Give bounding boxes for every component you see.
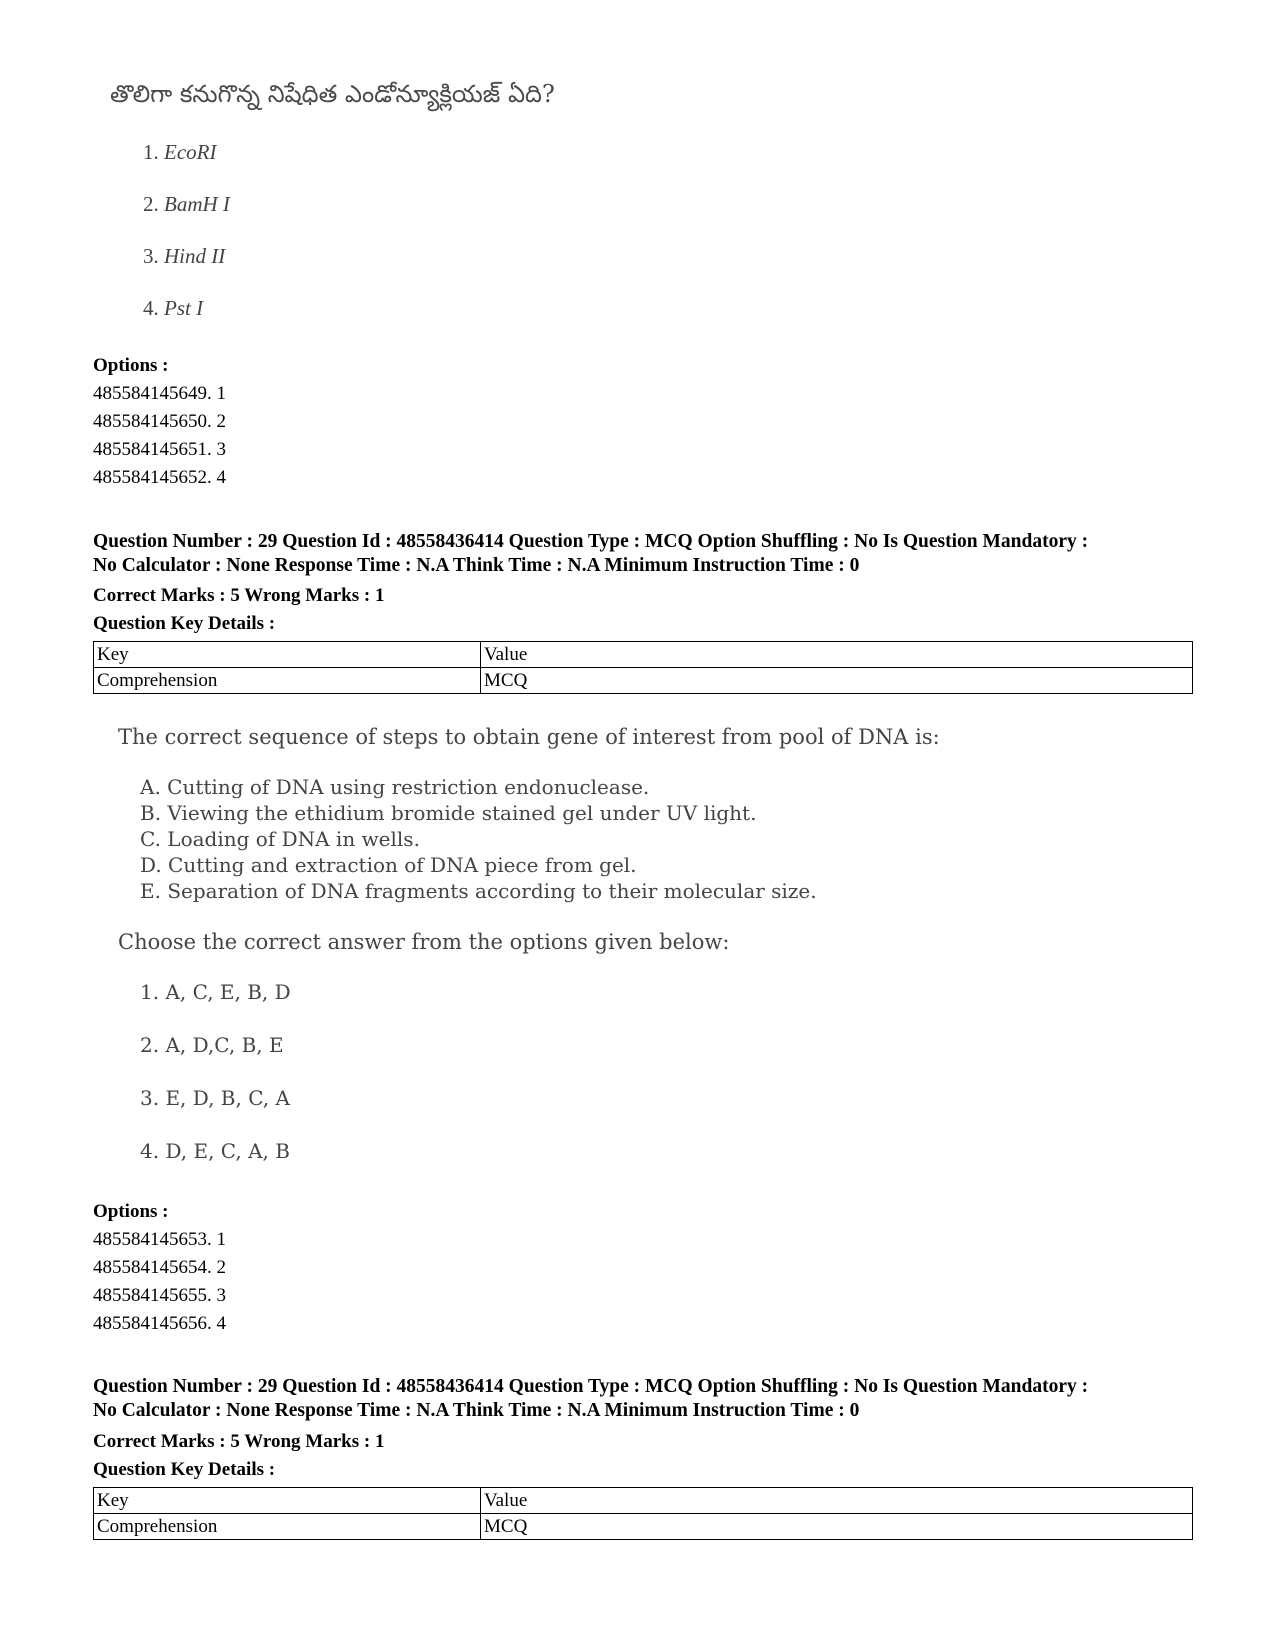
- table-cell-key: Comprehension: [94, 1514, 481, 1540]
- q1-choice-name: BamH I: [164, 192, 230, 216]
- option-id: 485584145654. 2: [93, 1257, 226, 1278]
- q2-meta: [93, 530, 1213, 578]
- q1-question-text: తొలిగా కనుగొన్న నిషేధిత ఎండోన్యూక్లియజ్ ఏది?: [110, 80, 555, 108]
- table-header-row: [94, 1488, 1193, 1514]
- q1-question-image: [110, 80, 555, 114]
- table-header-row: [94, 642, 1193, 668]
- q1-choice-num: 2.: [143, 192, 159, 216]
- q2-question-text: The correct sequence of steps to obtain gene of interest from pool of DNA is:: [118, 725, 940, 749]
- q3-key-details-label: Question Key Details :: [93, 1459, 276, 1480]
- q1-choice-name: EcoRI: [164, 140, 217, 164]
- q1-choice-num: 4.: [143, 296, 159, 320]
- q3-key-table: [93, 1487, 1193, 1540]
- q1-choice-4: [143, 296, 203, 321]
- table-cell-value: MCQ: [481, 668, 1193, 694]
- question-meta-line1: Question Number : 29 Question Id : 48558436414 Question Type : MCQ Option Shuffling : No Is Question Mandatory :: [93, 531, 1089, 552]
- table-cell-key: Comprehension: [94, 668, 481, 694]
- q1-choice-3: [143, 244, 225, 269]
- option-id: 485584145651. 3: [93, 439, 226, 460]
- table-row: [94, 668, 1193, 694]
- option-id: 485584145656. 4: [93, 1313, 226, 1334]
- q2-choice-1: 1. A, C, E, B, D: [140, 980, 291, 1004]
- q2-key-details-label: Question Key Details :: [93, 613, 276, 634]
- question-meta-line2: No Calculator : None Response Time : N.A Think Time : N.A Minimum Instruction Time : 0: [93, 555, 860, 576]
- q2-step-d: D. Cutting and extraction of DNA piece from gel.: [140, 853, 637, 877]
- option-id: 485584145655. 3: [93, 1285, 226, 1306]
- question-meta-line2: No Calculator : None Response Time : N.A Think Time : N.A Minimum Instruction Time : 0: [93, 1400, 860, 1421]
- option-id: 485584145650. 2: [93, 411, 226, 432]
- q2-step-a: A. Cutting of DNA using restriction endonuclease.: [140, 775, 650, 799]
- q3-meta: [93, 1375, 1213, 1423]
- q1-choice-num: 1.: [143, 140, 159, 164]
- table-header-key: Key: [94, 1488, 481, 1514]
- q2-step-b: B. Viewing the ethidium bromide stained gel under UV light.: [140, 801, 757, 825]
- q2-step-c: C. Loading of DNA in wells.: [140, 827, 420, 851]
- q2-marks: Correct Marks : 5 Wrong Marks : 1: [93, 585, 385, 606]
- q2-step-e: E. Separation of DNA fragments according to their molecular size.: [140, 879, 817, 903]
- q2-key-table: [93, 641, 1193, 694]
- q1-choice-name: Pst I: [164, 296, 204, 320]
- q2-choice-3: 3. E, D, B, C, A: [140, 1086, 290, 1110]
- question-meta-line1: Question Number : 29 Question Id : 48558436414 Question Type : MCQ Option Shuffling : No Is Question Mandatory :: [93, 1376, 1089, 1397]
- options-label: Options :: [93, 355, 169, 376]
- q2-choice-2: 2. A, D,C, B, E: [140, 1033, 284, 1057]
- q1-choice-name: Hind II: [164, 244, 226, 268]
- q1-options-block: [93, 352, 226, 492]
- table-header-value: Value: [481, 642, 1193, 668]
- table-cell-value: MCQ: [481, 1514, 1193, 1540]
- option-id: 485584145652. 4: [93, 467, 226, 488]
- q1-choice-1: [143, 140, 216, 165]
- table-header-value: Value: [481, 1488, 1193, 1514]
- q2-choose-text: Choose the correct answer from the options given below:: [118, 930, 730, 954]
- options-label: Options :: [93, 1201, 169, 1222]
- q1-choice-2: [143, 192, 230, 217]
- option-id: 485584145649. 1: [93, 383, 226, 404]
- table-header-key: Key: [94, 642, 481, 668]
- q2-options-block: [93, 1198, 226, 1338]
- option-id: 485584145653. 1: [93, 1229, 226, 1250]
- q1-choice-num: 3.: [143, 244, 159, 268]
- q2-choice-4: 4. D, E, C, A, B: [140, 1139, 290, 1163]
- table-row: [94, 1514, 1193, 1540]
- q3-marks: Correct Marks : 5 Wrong Marks : 1: [93, 1431, 385, 1452]
